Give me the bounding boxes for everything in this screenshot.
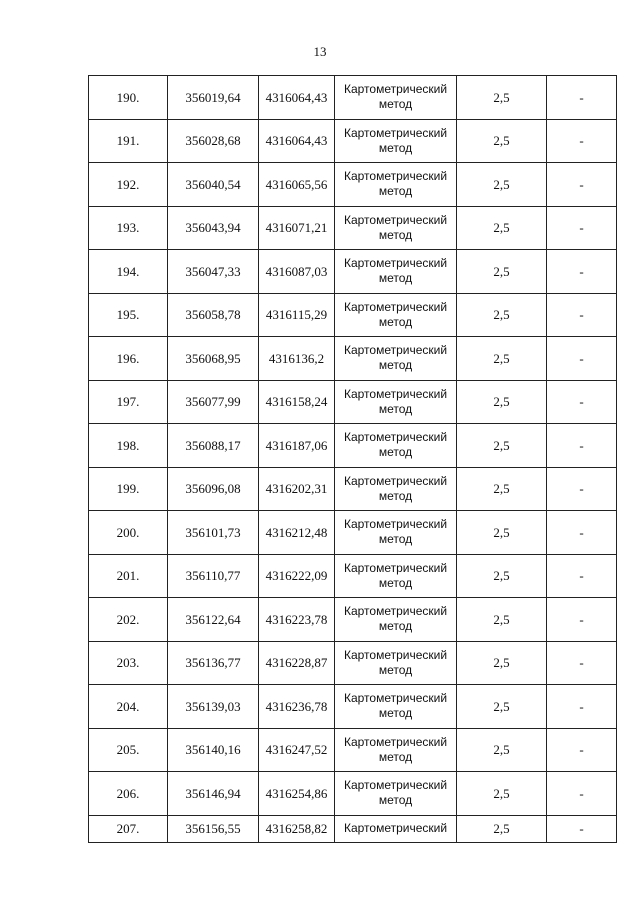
method-line: Картометрический: [343, 125, 448, 140]
method-line: Картометрический: [343, 343, 448, 358]
method-line: Картометрический: [343, 821, 448, 835]
table-row: [89, 598, 617, 642]
accuracy-cell: 2,5: [457, 206, 547, 250]
accuracy-cell: 2,5: [457, 467, 547, 511]
x-coordinate-cell: 356146,94: [168, 772, 259, 816]
y-coordinate-cell: 4316222,09: [259, 554, 335, 598]
method-line: метод: [378, 575, 413, 590]
point-number-cell: 196.: [89, 337, 168, 381]
method-cell: [335, 598, 457, 642]
method-line: Картометрический: [343, 473, 448, 488]
method-line: метод: [378, 706, 413, 721]
method-cell: [335, 250, 457, 294]
table-row: [89, 293, 617, 337]
method-line: Картометрический: [343, 430, 448, 445]
x-coordinate-cell: 356047,33: [168, 250, 259, 294]
x-coordinate-cell: 356028,68: [168, 119, 259, 163]
table-row: [89, 772, 617, 816]
method-cell: [335, 511, 457, 555]
point-number-cell: 205.: [89, 728, 168, 772]
accuracy-cell: 2,5: [457, 772, 547, 816]
accuracy-cell: 2,5: [457, 337, 547, 381]
point-number-cell: 204.: [89, 685, 168, 729]
x-coordinate-cell: 356136,77: [168, 641, 259, 685]
point-number-cell: 200.: [89, 511, 168, 555]
table-row: [89, 119, 617, 163]
note-cell: -: [547, 250, 617, 294]
method-line: Картометрический: [343, 604, 448, 619]
table-row: [89, 685, 617, 729]
method-cell: [335, 380, 457, 424]
method-line: метод: [378, 97, 413, 112]
method-cell: [335, 641, 457, 685]
method-cell: [335, 119, 457, 163]
method-line: метод: [378, 358, 413, 373]
accuracy-cell: 2,5: [457, 511, 547, 555]
x-coordinate-cell: 356043,94: [168, 206, 259, 250]
x-coordinate-cell: 356156,55: [168, 815, 259, 842]
method-line: Картометрический: [343, 299, 448, 314]
point-number-cell: 193.: [89, 206, 168, 250]
x-coordinate-cell: 356019,64: [168, 76, 259, 120]
coordinates-table: [88, 75, 617, 843]
y-coordinate-cell: 4316212,48: [259, 511, 335, 555]
x-coordinate-cell: 356058,78: [168, 293, 259, 337]
point-number-cell: 207.: [89, 815, 168, 842]
accuracy-cell: 2,5: [457, 424, 547, 468]
method-line: метод: [378, 662, 413, 677]
y-coordinate-cell: 4316065,56: [259, 163, 335, 207]
note-cell: -: [547, 76, 617, 120]
y-coordinate-cell: 4316071,21: [259, 206, 335, 250]
x-coordinate-cell: 356101,73: [168, 511, 259, 555]
note-cell: -: [547, 685, 617, 729]
point-number-cell: 197.: [89, 380, 168, 424]
point-number-cell: 203.: [89, 641, 168, 685]
accuracy-cell: 2,5: [457, 641, 547, 685]
method-cell: [335, 467, 457, 511]
method-line: Картометрический: [343, 778, 448, 793]
method-cell: [335, 728, 457, 772]
accuracy-cell: 2,5: [457, 598, 547, 642]
accuracy-cell: 2,5: [457, 119, 547, 163]
method-line: метод: [378, 445, 413, 460]
y-coordinate-cell: 4316187,06: [259, 424, 335, 468]
note-cell: -: [547, 119, 617, 163]
table-row: [89, 380, 617, 424]
x-coordinate-cell: 356077,99: [168, 380, 259, 424]
method-line: Картометрический: [343, 212, 448, 227]
method-cell: [335, 206, 457, 250]
method-line: Картометрический: [343, 517, 448, 532]
method-line: Картометрический: [343, 647, 448, 662]
method-line: метод: [378, 140, 413, 155]
method-line: метод: [378, 793, 413, 808]
page-number: 13: [313, 44, 327, 59]
method-cell: [335, 554, 457, 598]
method-line: Картометрический: [343, 560, 448, 575]
point-number-cell: 192.: [89, 163, 168, 207]
y-coordinate-cell: 4316254,86: [259, 772, 335, 816]
method-line: Картометрический: [343, 734, 448, 749]
method-line: Картометрический: [343, 82, 448, 97]
method-line: метод: [378, 401, 413, 416]
note-cell: -: [547, 641, 617, 685]
table-row: [89, 511, 617, 555]
accuracy-cell: 2,5: [457, 380, 547, 424]
x-coordinate-cell: 356088,17: [168, 424, 259, 468]
method-line: метод: [378, 488, 413, 503]
table-row: [89, 641, 617, 685]
method-cell: [335, 76, 457, 120]
note-cell: -: [547, 337, 617, 381]
x-coordinate-cell: 356068,95: [168, 337, 259, 381]
table-row: [89, 206, 617, 250]
table-row: [89, 250, 617, 294]
accuracy-cell: 2,5: [457, 685, 547, 729]
y-coordinate-cell: 4316247,52: [259, 728, 335, 772]
method-line: метод: [378, 314, 413, 329]
note-cell: -: [547, 163, 617, 207]
method-line: Картометрический: [343, 386, 448, 401]
note-cell: -: [547, 380, 617, 424]
method-line: Картометрический: [343, 169, 448, 184]
accuracy-cell: 2,5: [457, 163, 547, 207]
note-cell: -: [547, 554, 617, 598]
note-cell: -: [547, 293, 617, 337]
point-number-cell: 202.: [89, 598, 168, 642]
y-coordinate-cell: 4316064,43: [259, 119, 335, 163]
method-cell: [335, 293, 457, 337]
method-line: метод: [378, 619, 413, 634]
y-coordinate-cell: 4316158,24: [259, 380, 335, 424]
table-row: [89, 815, 617, 842]
note-cell: -: [547, 511, 617, 555]
method-cell: [335, 685, 457, 729]
note-cell: -: [547, 815, 617, 842]
y-coordinate-cell: 4316087,03: [259, 250, 335, 294]
y-coordinate-cell: 4316202,31: [259, 467, 335, 511]
accuracy-cell: 2,5: [457, 554, 547, 598]
point-number-cell: 199.: [89, 467, 168, 511]
method-line: Картометрический: [343, 256, 448, 271]
note-cell: -: [547, 467, 617, 511]
point-number-cell: 191.: [89, 119, 168, 163]
point-number-cell: 195.: [89, 293, 168, 337]
y-coordinate-cell: 4316228,87: [259, 641, 335, 685]
note-cell: -: [547, 598, 617, 642]
y-coordinate-cell: 4316236,78: [259, 685, 335, 729]
accuracy-cell: 2,5: [457, 728, 547, 772]
point-number-cell: 190.: [89, 76, 168, 120]
x-coordinate-cell: 356122,64: [168, 598, 259, 642]
method-line: метод: [378, 184, 413, 199]
method-cell: [335, 424, 457, 468]
method-cell: [335, 163, 457, 207]
x-coordinate-cell: 356140,16: [168, 728, 259, 772]
point-number-cell: 194.: [89, 250, 168, 294]
method-line: Картометрический: [343, 691, 448, 706]
note-cell: -: [547, 728, 617, 772]
point-number-cell: 206.: [89, 772, 168, 816]
method-line: метод: [378, 271, 413, 286]
accuracy-cell: 2,5: [457, 76, 547, 120]
note-cell: -: [547, 772, 617, 816]
table-body: [89, 76, 617, 843]
table-row: [89, 76, 617, 120]
table-row: [89, 337, 617, 381]
method-line: метод: [378, 227, 413, 242]
accuracy-cell: 2,5: [457, 293, 547, 337]
x-coordinate-cell: 356110,77: [168, 554, 259, 598]
method-line: метод: [378, 532, 413, 547]
table-row: [89, 728, 617, 772]
method-cell: [335, 772, 457, 816]
table-row: [89, 467, 617, 511]
table-row: [89, 424, 617, 468]
point-number-cell: 198.: [89, 424, 168, 468]
y-coordinate-cell: 4316136,2: [259, 337, 335, 381]
x-coordinate-cell: 356040,54: [168, 163, 259, 207]
y-coordinate-cell: 4316064,43: [259, 76, 335, 120]
table-row: [89, 554, 617, 598]
method-cell: [335, 337, 457, 381]
point-number-cell: 201.: [89, 554, 168, 598]
y-coordinate-cell: 4316115,29: [259, 293, 335, 337]
method-line: метод: [378, 749, 413, 764]
accuracy-cell: 2,5: [457, 815, 547, 842]
note-cell: -: [547, 206, 617, 250]
accuracy-cell: 2,5: [457, 250, 547, 294]
x-coordinate-cell: 356096,08: [168, 467, 259, 511]
method-cell: [335, 815, 457, 842]
x-coordinate-cell: 356139,03: [168, 685, 259, 729]
note-cell: -: [547, 424, 617, 468]
table-row: [89, 163, 617, 207]
y-coordinate-cell: 4316258,82: [259, 815, 335, 842]
y-coordinate-cell: 4316223,78: [259, 598, 335, 642]
